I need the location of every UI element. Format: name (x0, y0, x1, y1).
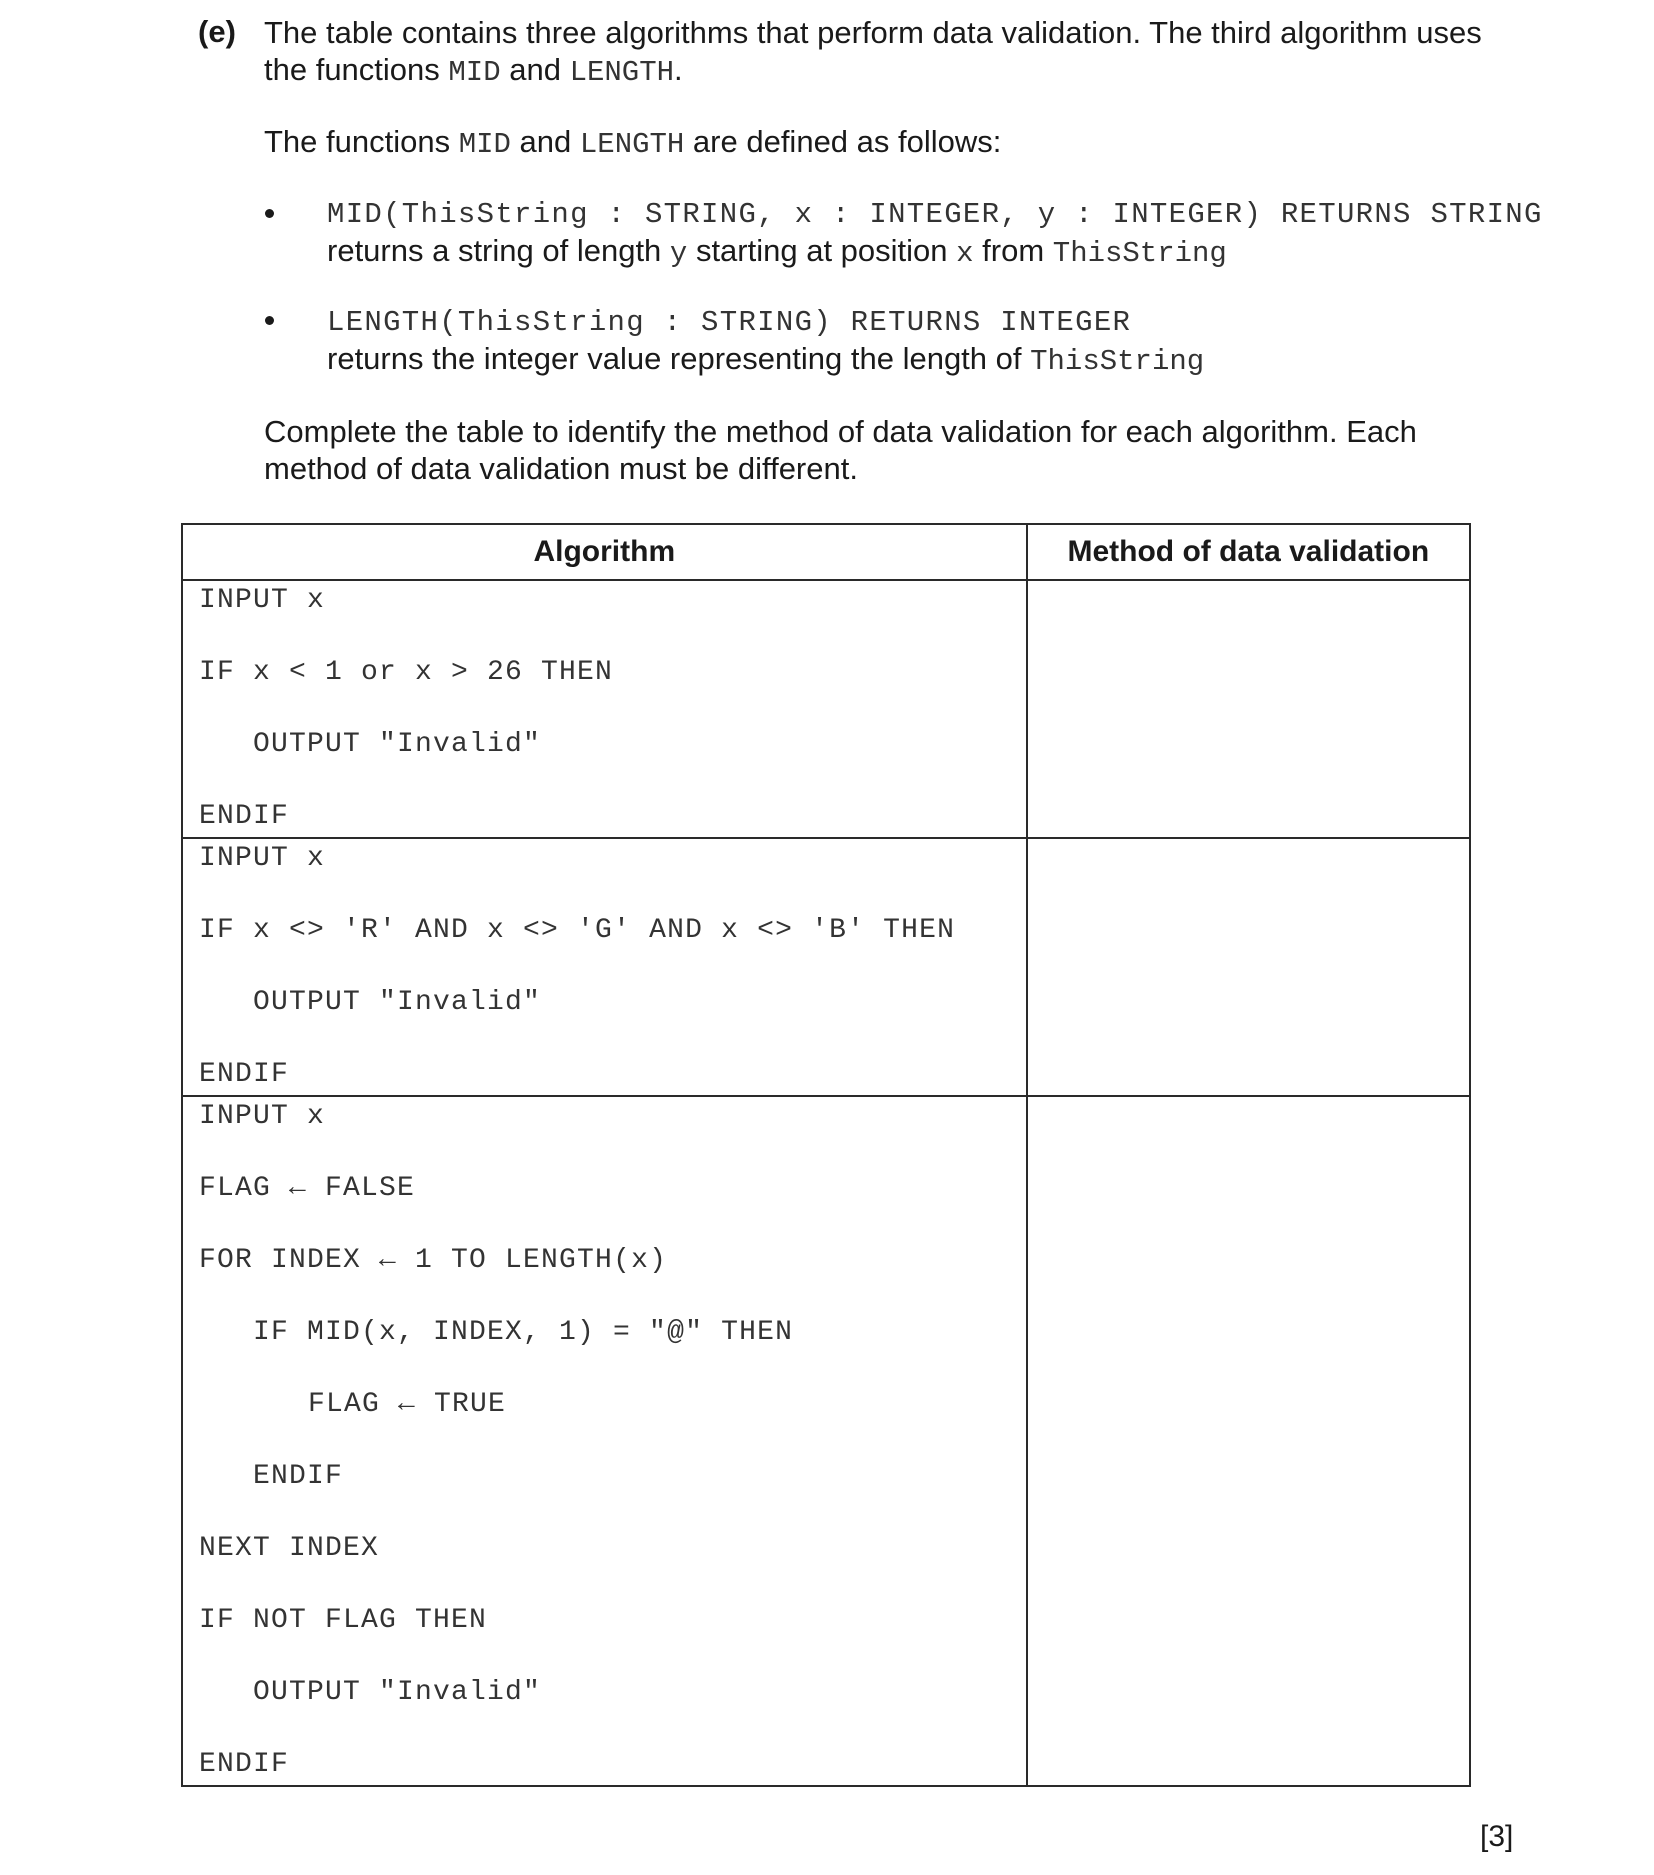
defs-text-2: are defined as follows: (684, 124, 1002, 159)
bullet-icon (265, 316, 274, 325)
mid-desc-string: ThisString (1052, 237, 1227, 270)
length-desc-string: ThisString (1030, 345, 1205, 378)
code-line: ENDIF (199, 1059, 290, 1090)
intro-length-keyword: LENGTH (569, 56, 674, 89)
code-line: ENDIF (253, 1461, 344, 1492)
code-line: INPUT x (199, 843, 326, 874)
length-signature: LENGTH(ThisString : STRING) RETURNS INTEGER (327, 306, 1132, 339)
code-line: ENDIF (199, 801, 290, 832)
table-row (182, 838, 1470, 1096)
code-line: NEXT INDEX (199, 1533, 380, 1564)
mid-description (327, 233, 1527, 272)
length-desc-text: returns the integer value representing the length of (327, 341, 1031, 376)
instruction-text: Complete the table to identify the method of data validation for each algorithm. Each method of data validation must be different. (264, 414, 1417, 486)
mid-desc-x: x (956, 237, 974, 270)
header-algorithm: Algorithm (182, 524, 1027, 580)
definitions-intro (264, 123, 1524, 163)
length-description (327, 341, 1527, 380)
intro-and-text: and (500, 52, 570, 87)
mid-desc-text-1: returns a string of length (327, 233, 670, 268)
marks-label: [3] (1480, 1820, 1514, 1853)
code-line: INPUT x (199, 1101, 326, 1132)
code-line: IF x < 1 or x > 26 THEN (199, 657, 614, 688)
length-definition (327, 305, 1527, 380)
defs-and-text: and (510, 124, 580, 159)
method-answer-cell-3[interactable] (1027, 1096, 1470, 1786)
mid-desc-text-3: from (973, 233, 1053, 268)
algorithm-2-cell (182, 838, 1027, 1096)
code-line: IF NOT FLAG THEN (199, 1605, 488, 1636)
mid-definition (327, 197, 1543, 272)
code-line: INPUT x (199, 585, 326, 616)
table-row (182, 1096, 1470, 1786)
code-line: OUTPUT "Invalid" (253, 729, 542, 760)
code-line: FLAG ← TRUE (308, 1389, 507, 1420)
header-method: Method of data validation (1027, 524, 1470, 580)
mid-desc-y: y (669, 237, 688, 270)
method-answer-cell-1[interactable] (1027, 580, 1470, 838)
code-line: FLAG ← FALSE (199, 1173, 416, 1204)
intro-end: . (674, 52, 683, 87)
code-line: IF x <> 'R' AND x <> 'G' AND x <> 'B' THEN (199, 915, 956, 946)
table-header-row (182, 524, 1470, 580)
defs-length-keyword: LENGTH (579, 128, 685, 161)
question-label: (e) (198, 14, 236, 49)
mid-desc-text-2: starting at position (687, 233, 957, 268)
code-line: ENDIF (199, 1749, 290, 1780)
code-line: OUTPUT "Invalid" (253, 987, 542, 1018)
method-answer-cell-2[interactable] (1027, 838, 1470, 1096)
table-row (182, 580, 1470, 838)
code-line: OUTPUT "Invalid" (253, 1677, 542, 1708)
algorithm-1-cell (182, 580, 1027, 838)
intro-mid-keyword: MID (448, 56, 501, 89)
question-intro (264, 14, 1524, 91)
code-line: FOR INDEX ← 1 TO LENGTH(x) (199, 1245, 668, 1276)
validation-table (181, 523, 1471, 1787)
algorithm-3-cell (182, 1096, 1027, 1786)
mid-signature: MID(ThisString : STRING, x : INTEGER, y : INTEGER) RETURNS STRING (327, 198, 1543, 231)
code-line: IF MID(x, INDEX, 1) = "@" THEN (253, 1317, 794, 1348)
defs-mid-keyword: MID (458, 128, 511, 161)
bullet-icon (265, 209, 274, 218)
defs-text-1: The functions (264, 124, 459, 159)
intro-text: The table contains three algorithms that perform data validation. The third algorithm uses the functions (264, 15, 1482, 87)
